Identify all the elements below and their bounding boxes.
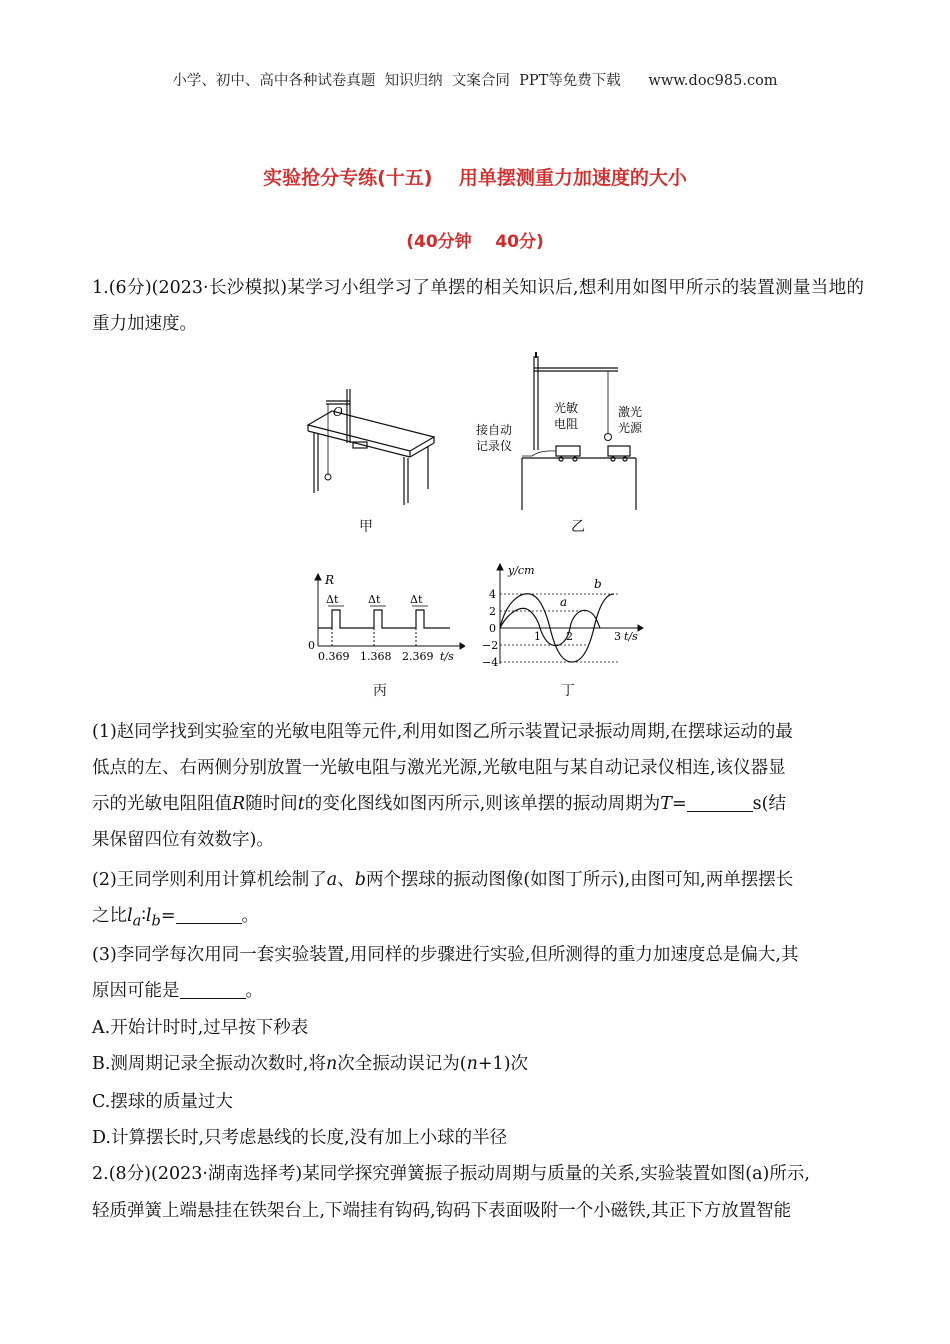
figure-ding-label: 丁 [561, 683, 575, 699]
q1-intro: 1.(6分)(2023·长沙模拟)某学习小组学习了单摆的相关知识后,想利用如图甲所示的装置测量当地的重力加速度。 [92, 278, 864, 334]
ding-xlabel: t/s [624, 630, 638, 643]
q2-line1: 2.(8分)(2023·湖南选择考)某同学探究弹簧振子振动周期与质量的关系,实验装置如图(a)所示, [92, 1164, 810, 1184]
figure-yi-label: 乙 [571, 519, 585, 535]
figure-jia-label: 甲 [359, 519, 373, 535]
laser-label-1: 激光 [618, 405, 643, 419]
figure-bing [300, 570, 465, 665]
q1-part3-line2: 原因可能是 。 [92, 981, 263, 1001]
bing-tick-3: 2.369 [402, 650, 434, 663]
page-title: 实验抢分专练(十五) 用单摆测重力加速度的大小 [263, 167, 687, 189]
answer-blank-1[interactable] [687, 793, 753, 812]
option-d: D.计算摆长时,只考虑悬线的长度,没有加上小球的半径 [92, 1128, 508, 1148]
q1-part1-line1: (1)赵同学找到实验室的光敏电阻等元件,利用如图乙所示装置记录振动周期,在摆球运动的最 [92, 722, 793, 742]
answer-blank-2[interactable] [176, 905, 242, 924]
photoresistor-label-1: 光敏 [554, 401, 579, 415]
ding-ytick-0: 0 [489, 622, 496, 635]
option-a: A.开始计时时,过早按下秒表 [92, 1018, 309, 1038]
recorder-label-1: 接自动 [476, 423, 513, 437]
option-c: C.摆球的质量过大 [92, 1092, 233, 1112]
ding-xtick-2: 2 [566, 630, 573, 643]
bing-xlabel: t/s [440, 650, 454, 663]
bing-dt-3: Δt [410, 593, 423, 606]
ding-ytick-2: 2 [489, 605, 496, 618]
ding-ylabel: y/cm [508, 564, 535, 577]
ding-curve-b-label: b [594, 577, 602, 591]
q1-part2-line1: (2)王同学则利用计算机绘制了a、b两个摆球的振动图像(如图丁所示),由图可知,两单摆摆长 [92, 870, 794, 890]
option-b: B.测周期记录全振动次数时,将n次全振动误记为(n+1)次 [92, 1054, 529, 1074]
ding-xtick-3: 3 [614, 630, 621, 643]
bing-dt-1: Δt [326, 593, 339, 606]
bing-ylabel: R [325, 573, 335, 587]
bing-origin: 0 [308, 639, 315, 652]
q1-part3-line1: (3)李同学每次用同一套实验装置,用同样的步骤进行实验,但所测得的重力加速度总是偏大,其 [92, 945, 799, 965]
answer-blank-3[interactable] [180, 980, 246, 999]
recorder-label-2: 记录仪 [476, 439, 513, 453]
figure-yi [470, 350, 660, 515]
bing-dt-2: Δt [368, 593, 381, 606]
q1-part1-line2: 低点的左、右两侧分别放置一光敏电阻与激光光源,光敏电阻与某自动记录仪相连,该仪器显 [92, 758, 786, 778]
ding-curve-a-label: a [560, 595, 568, 609]
figure-bing-label: 丙 [373, 683, 387, 699]
q1-part1-line4: 果保留四位有效数字)。 [92, 830, 274, 850]
q1-part2-line2: 之比$l_a∶l_b=$ 。 [92, 906, 259, 930]
laser-label-2: 光源 [618, 421, 643, 435]
bing-tick-1: 0.369 [318, 650, 350, 663]
page-header: 小学、初中、高中各种试卷真题 知识归纳 文案合同 PPT等免费下载 www.doc985.com [172, 73, 778, 89]
jia-point-label: O [333, 405, 343, 419]
photoresistor-label-2: 电阻 [554, 417, 579, 431]
ding-ytick-neg4: −4 [482, 656, 499, 669]
ding-xtick-1: 1 [534, 630, 541, 643]
figure-ding [478, 562, 648, 672]
figure-jia [300, 385, 440, 510]
page-subtitle: (40分钟 40分) [406, 232, 544, 252]
ding-ytick-neg2: −2 [482, 639, 499, 652]
q1-part1-line3: 示的光敏电阻阻值R随时间t的变化图线如图丙所示,则该单摆的振动周期为T= s(结 [92, 794, 786, 814]
bing-tick-2: 1.368 [360, 650, 392, 663]
q2-line2: 轻质弹簧上端悬挂在铁架台上,下端挂有钩码,钩码下表面吸附一个小磁铁,其正下方放置智能 [92, 1201, 792, 1221]
ding-ytick-4: 4 [489, 588, 496, 601]
